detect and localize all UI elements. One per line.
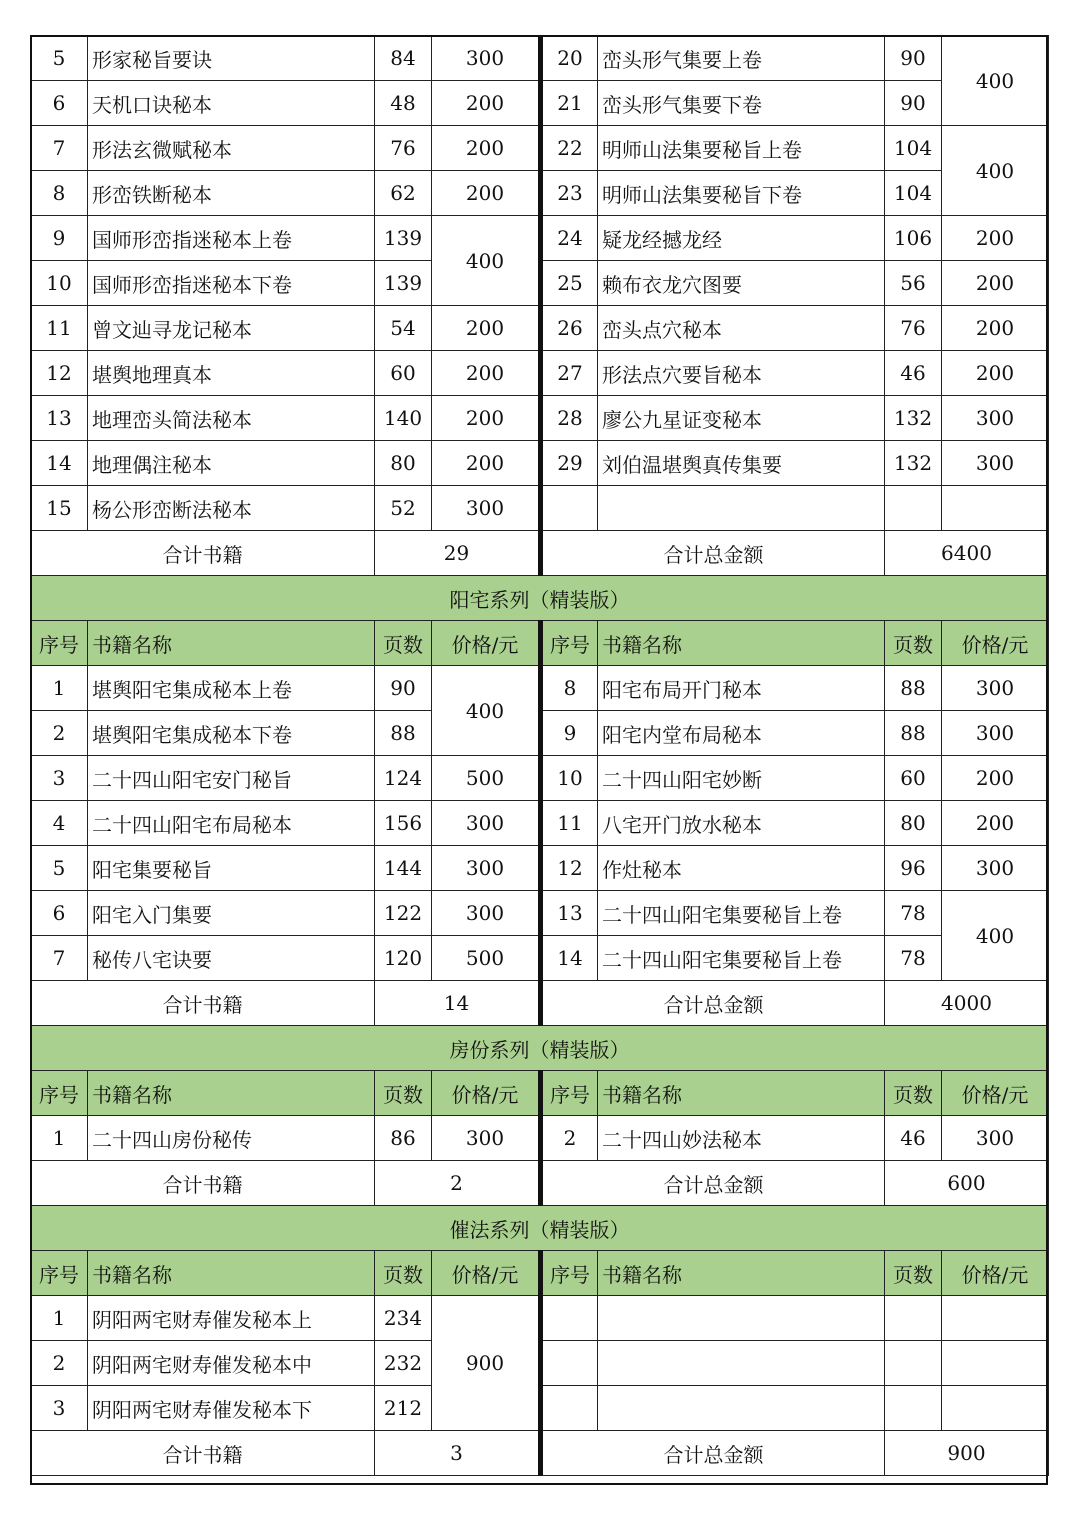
table-row: [31, 891, 1049, 936]
book-price: 300: [942, 711, 1049, 756]
book-pages: 90: [375, 666, 432, 711]
book-seq: 11: [541, 801, 598, 846]
book-name: 刘伯温堪舆真传集要: [598, 441, 885, 486]
header-price: 价格/元: [432, 621, 541, 666]
book-seq: 2: [31, 711, 88, 756]
book-price-list: [30, 35, 1048, 1476]
book-name: 国师形峦指迷秘本下卷: [88, 261, 375, 306]
book-seq: 21: [541, 81, 598, 126]
header-price: 价格/元: [432, 1071, 541, 1116]
total-books-value: 29: [375, 531, 541, 576]
book-pages: 139: [375, 261, 432, 306]
book-name: 二十四山阳宅集要秘旨上卷: [598, 936, 885, 981]
book-seq: 10: [31, 261, 88, 306]
book-pages: 76: [375, 126, 432, 171]
total-books-label: 合计书籍: [31, 981, 375, 1026]
book-seq: 24: [541, 216, 598, 261]
book-name: 峦头点穴秘本: [598, 306, 885, 351]
total-amount-label: 合计总金额: [541, 981, 885, 1026]
book-pages: 48: [375, 81, 432, 126]
book-name: 形峦铁断秘本: [88, 171, 375, 216]
book-price: 200: [432, 351, 541, 396]
header-pages: 页数: [885, 1071, 942, 1116]
book-seq: 20: [541, 36, 598, 81]
book-name: 秘传八宅诀要: [88, 936, 375, 981]
book-seq: 28: [541, 396, 598, 441]
header-pages: 页数: [375, 1251, 432, 1296]
book-pages: 56: [885, 261, 942, 306]
total-books-label: 合计书籍: [31, 1431, 375, 1476]
total-books-label: 合计书籍: [31, 531, 375, 576]
book-name: 作灶秘本: [598, 846, 885, 891]
book-price: [942, 1341, 1049, 1386]
book-name: 堪舆地理真本: [88, 351, 375, 396]
book-name: 二十四山阳宅布局秘本: [88, 801, 375, 846]
book-price: 300: [942, 1116, 1049, 1161]
book-seq: 12: [31, 351, 88, 396]
header-seq: 序号: [541, 1071, 598, 1116]
book-pages: 60: [885, 756, 942, 801]
table-row: [31, 936, 1049, 981]
total-amount-value: 4000: [885, 981, 1049, 1026]
book-pages: 84: [375, 36, 432, 81]
book-pages: 104: [885, 126, 942, 171]
book-pages: 78: [885, 891, 942, 936]
book-pages: 122: [375, 891, 432, 936]
book-seq: 4: [31, 801, 88, 846]
book-price: [942, 1386, 1049, 1431]
total-amount-label: 合计总金额: [541, 531, 885, 576]
book-seq: 13: [31, 396, 88, 441]
header-pages: 页数: [375, 1071, 432, 1116]
book-price: 300: [432, 486, 541, 531]
book-pages: 90: [885, 36, 942, 81]
book-price: [942, 486, 1049, 531]
section-title-row: [31, 1206, 1049, 1251]
book-name: 地理峦头简法秘本: [88, 396, 375, 441]
header-pages: 页数: [375, 621, 432, 666]
book-name: 阳宅布局开门秘本: [598, 666, 885, 711]
book-seq: 5: [31, 36, 88, 81]
book-pages: [885, 1341, 942, 1386]
book-seq: 9: [31, 216, 88, 261]
book-name: 二十四山阳宅妙断: [598, 756, 885, 801]
book-pages: 90: [885, 81, 942, 126]
book-price: 300: [942, 396, 1049, 441]
book-name: 形家秘旨要诀: [88, 36, 375, 81]
book-pages: 88: [375, 711, 432, 756]
column-header-row: [31, 621, 1049, 666]
book-price: 200: [432, 306, 541, 351]
total-books-label: 合计书籍: [31, 1161, 375, 1206]
book-seq: 29: [541, 441, 598, 486]
book-price: 200: [942, 261, 1049, 306]
book-pages: 106: [885, 216, 942, 261]
header-seq: 序号: [541, 1251, 598, 1296]
table-row: [31, 666, 1049, 711]
book-pages: 124: [375, 756, 432, 801]
book-price: 300: [942, 441, 1049, 486]
book-pages: 46: [885, 351, 942, 396]
book-seq: 25: [541, 261, 598, 306]
table-row: [31, 801, 1049, 846]
book-price: 300: [432, 891, 541, 936]
header-name: 书籍名称: [598, 1251, 885, 1296]
header-seq: 序号: [541, 621, 598, 666]
book-price: 200: [942, 351, 1049, 396]
header-name: 书籍名称: [598, 621, 885, 666]
book-name: 阴阳两宅财寿催发秘本上: [88, 1296, 375, 1341]
book-price: 200: [432, 81, 541, 126]
book-name: 八宅开门放水秘本: [598, 801, 885, 846]
book-pages: 139: [375, 216, 432, 261]
book-seq: 6: [31, 891, 88, 936]
book-name: 堪舆阳宅集成秘本下卷: [88, 711, 375, 756]
section-title-row: [31, 1026, 1049, 1071]
book-name: 二十四山房份秘传: [88, 1116, 375, 1161]
book-name: [598, 1341, 885, 1386]
book-price: 200: [942, 306, 1049, 351]
book-seq: 2: [31, 1341, 88, 1386]
book-seq: [541, 1296, 598, 1341]
book-name: 廖公九星证变秘本: [598, 396, 885, 441]
book-price: 200: [432, 126, 541, 171]
book-seq: 14: [31, 441, 88, 486]
column-header-row: [31, 1071, 1049, 1116]
table-row: [31, 486, 1049, 531]
book-pages: 132: [885, 396, 942, 441]
table-row: [31, 1296, 1049, 1341]
header-price: 价格/元: [432, 1251, 541, 1296]
book-price: 200: [942, 801, 1049, 846]
book-seq: 11: [31, 306, 88, 351]
book-seq: 12: [541, 846, 598, 891]
book-seq: 3: [31, 756, 88, 801]
book-seq: 3: [31, 1386, 88, 1431]
total-amount-value: 600: [885, 1161, 1049, 1206]
book-price: 300: [432, 1116, 541, 1161]
book-name: 峦头形气集要上卷: [598, 36, 885, 81]
book-pages: 232: [375, 1341, 432, 1386]
book-pages: [885, 1296, 942, 1341]
book-pages: 144: [375, 846, 432, 891]
book-name: 阴阳两宅财寿催发秘本中: [88, 1341, 375, 1386]
book-name: 堪舆阳宅集成秘本上卷: [88, 666, 375, 711]
book-seq: 14: [541, 936, 598, 981]
book-price: 300: [942, 846, 1049, 891]
header-name: 书籍名称: [88, 1071, 375, 1116]
book-pages: 120: [375, 936, 432, 981]
book-pages: 234: [375, 1296, 432, 1341]
book-name: 二十四山妙法秘本: [598, 1116, 885, 1161]
book-seq: 13: [541, 891, 598, 936]
book-name: 地理偶注秘本: [88, 441, 375, 486]
book-price: 400: [942, 36, 1049, 126]
total-books-value: 14: [375, 981, 541, 1026]
book-name: 杨公形峦断法秘本: [88, 486, 375, 531]
book-name: 阳宅入门集要: [88, 891, 375, 936]
total-amount-value: 6400: [885, 531, 1049, 576]
book-pages: 76: [885, 306, 942, 351]
book-seq: 23: [541, 171, 598, 216]
book-name: 赖布衣龙穴图要: [598, 261, 885, 306]
table-row: [31, 1116, 1049, 1161]
book-name: 二十四山阳宅集要秘旨上卷: [598, 891, 885, 936]
book-name: 天机口诀秘本: [88, 81, 375, 126]
table-row: [31, 171, 1049, 216]
book-name: 明师山法集要秘旨上卷: [598, 126, 885, 171]
book-name: 阴阳两宅财寿催发秘本下: [88, 1386, 375, 1431]
book-pages: 88: [885, 711, 942, 756]
book-seq: 5: [31, 846, 88, 891]
book-name: [598, 1296, 885, 1341]
book-seq: 9: [541, 711, 598, 756]
header-pages: 页数: [885, 1251, 942, 1296]
book-pages: 80: [375, 441, 432, 486]
book-price: 200: [942, 756, 1049, 801]
table-row: [31, 396, 1049, 441]
book-seq: 22: [541, 126, 598, 171]
section-total-row: [31, 531, 1049, 576]
section-title: 房份系列（精装版）: [31, 1026, 1049, 1071]
book-seq: 26: [541, 306, 598, 351]
book-seq: 8: [541, 666, 598, 711]
header-seq: 序号: [31, 1251, 88, 1296]
book-pages: 52: [375, 486, 432, 531]
header-name: 书籍名称: [88, 621, 375, 666]
book-pages: 132: [885, 441, 942, 486]
book-pages: [885, 1386, 942, 1431]
book-pages: 46: [885, 1116, 942, 1161]
table-row: [31, 351, 1049, 396]
book-price: 300: [432, 801, 541, 846]
book-name: 明师山法集要秘旨下卷: [598, 171, 885, 216]
book-price: 400: [432, 666, 541, 756]
book-seq: 27: [541, 351, 598, 396]
book-price: 300: [432, 846, 541, 891]
total-books-value: 2: [375, 1161, 541, 1206]
book-seq: [541, 1341, 598, 1386]
book-pages: 140: [375, 396, 432, 441]
table-row: [31, 216, 1049, 261]
header-price: 价格/元: [942, 1071, 1049, 1116]
book-price: 200: [432, 171, 541, 216]
book-seq: 8: [31, 171, 88, 216]
book-pages: 54: [375, 306, 432, 351]
total-amount-label: 合计总金额: [541, 1431, 885, 1476]
table-row: [31, 756, 1049, 801]
book-seq: 7: [31, 936, 88, 981]
book-seq: 15: [31, 486, 88, 531]
section-total-row: [31, 1431, 1049, 1476]
book-pages: 212: [375, 1386, 432, 1431]
book-price: 300: [942, 666, 1049, 711]
table-row: [31, 846, 1049, 891]
book-name: 阳宅集要秘旨: [88, 846, 375, 891]
book-pages: 104: [885, 171, 942, 216]
table-row: [31, 306, 1049, 351]
table-row: [31, 36, 1049, 81]
book-name: 形法玄微赋秘本: [88, 126, 375, 171]
header-seq: 序号: [31, 1071, 88, 1116]
header-name: 书籍名称: [598, 1071, 885, 1116]
book-name: 国师形峦指迷秘本上卷: [88, 216, 375, 261]
section-title: 催法系列（精装版）: [31, 1206, 1049, 1251]
total-amount-label: 合计总金额: [541, 1161, 885, 1206]
price-table: [30, 35, 1049, 1476]
book-seq: 1: [31, 666, 88, 711]
section-total-row: [31, 1161, 1049, 1206]
book-pages: 62: [375, 171, 432, 216]
book-pages: 80: [885, 801, 942, 846]
book-seq: [541, 1386, 598, 1431]
book-name: 形法点穴要旨秘本: [598, 351, 885, 396]
book-price: [942, 1296, 1049, 1341]
book-pages: 78: [885, 936, 942, 981]
book-seq: [541, 486, 598, 531]
total-amount-value: 900: [885, 1431, 1049, 1476]
header-price: 价格/元: [942, 621, 1049, 666]
book-pages: 88: [885, 666, 942, 711]
book-name: [598, 1386, 885, 1431]
book-name: 二十四山阳宅安门秘旨: [88, 756, 375, 801]
book-price: 200: [942, 216, 1049, 261]
book-pages: 96: [885, 846, 942, 891]
book-price: 500: [432, 936, 541, 981]
header-pages: 页数: [885, 621, 942, 666]
table-row: [31, 126, 1049, 171]
book-price: 400: [942, 891, 1049, 981]
book-name: [598, 486, 885, 531]
table-row: [31, 441, 1049, 486]
book-seq: 1: [31, 1296, 88, 1341]
book-price: 200: [432, 396, 541, 441]
book-price: 500: [432, 756, 541, 801]
book-seq: 2: [541, 1116, 598, 1161]
book-pages: [885, 486, 942, 531]
table-row: [31, 81, 1049, 126]
section-title-row: [31, 576, 1049, 621]
book-seq: 7: [31, 126, 88, 171]
header-price: 价格/元: [942, 1251, 1049, 1296]
header-seq: 序号: [31, 621, 88, 666]
book-pages: 60: [375, 351, 432, 396]
column-header-row: [31, 1251, 1049, 1296]
header-name: 书籍名称: [88, 1251, 375, 1296]
book-seq: 6: [31, 81, 88, 126]
section-title: 阳宅系列（精装版）: [31, 576, 1049, 621]
total-books-value: 3: [375, 1431, 541, 1476]
book-price: 900: [432, 1296, 541, 1431]
book-price: 200: [432, 441, 541, 486]
book-name: 阳宅内堂布局秘本: [598, 711, 885, 756]
book-seq: 10: [541, 756, 598, 801]
book-name: 峦头形气集要下卷: [598, 81, 885, 126]
book-name: 疑龙经撼龙经: [598, 216, 885, 261]
section-total-row: [31, 981, 1049, 1026]
book-pages: 86: [375, 1116, 432, 1161]
book-name: 曾文辿寻龙记秘本: [88, 306, 375, 351]
book-price: 300: [432, 36, 541, 81]
book-pages: 156: [375, 801, 432, 846]
book-price: 400: [432, 216, 541, 306]
book-price: 400: [942, 126, 1049, 216]
book-seq: 1: [31, 1116, 88, 1161]
